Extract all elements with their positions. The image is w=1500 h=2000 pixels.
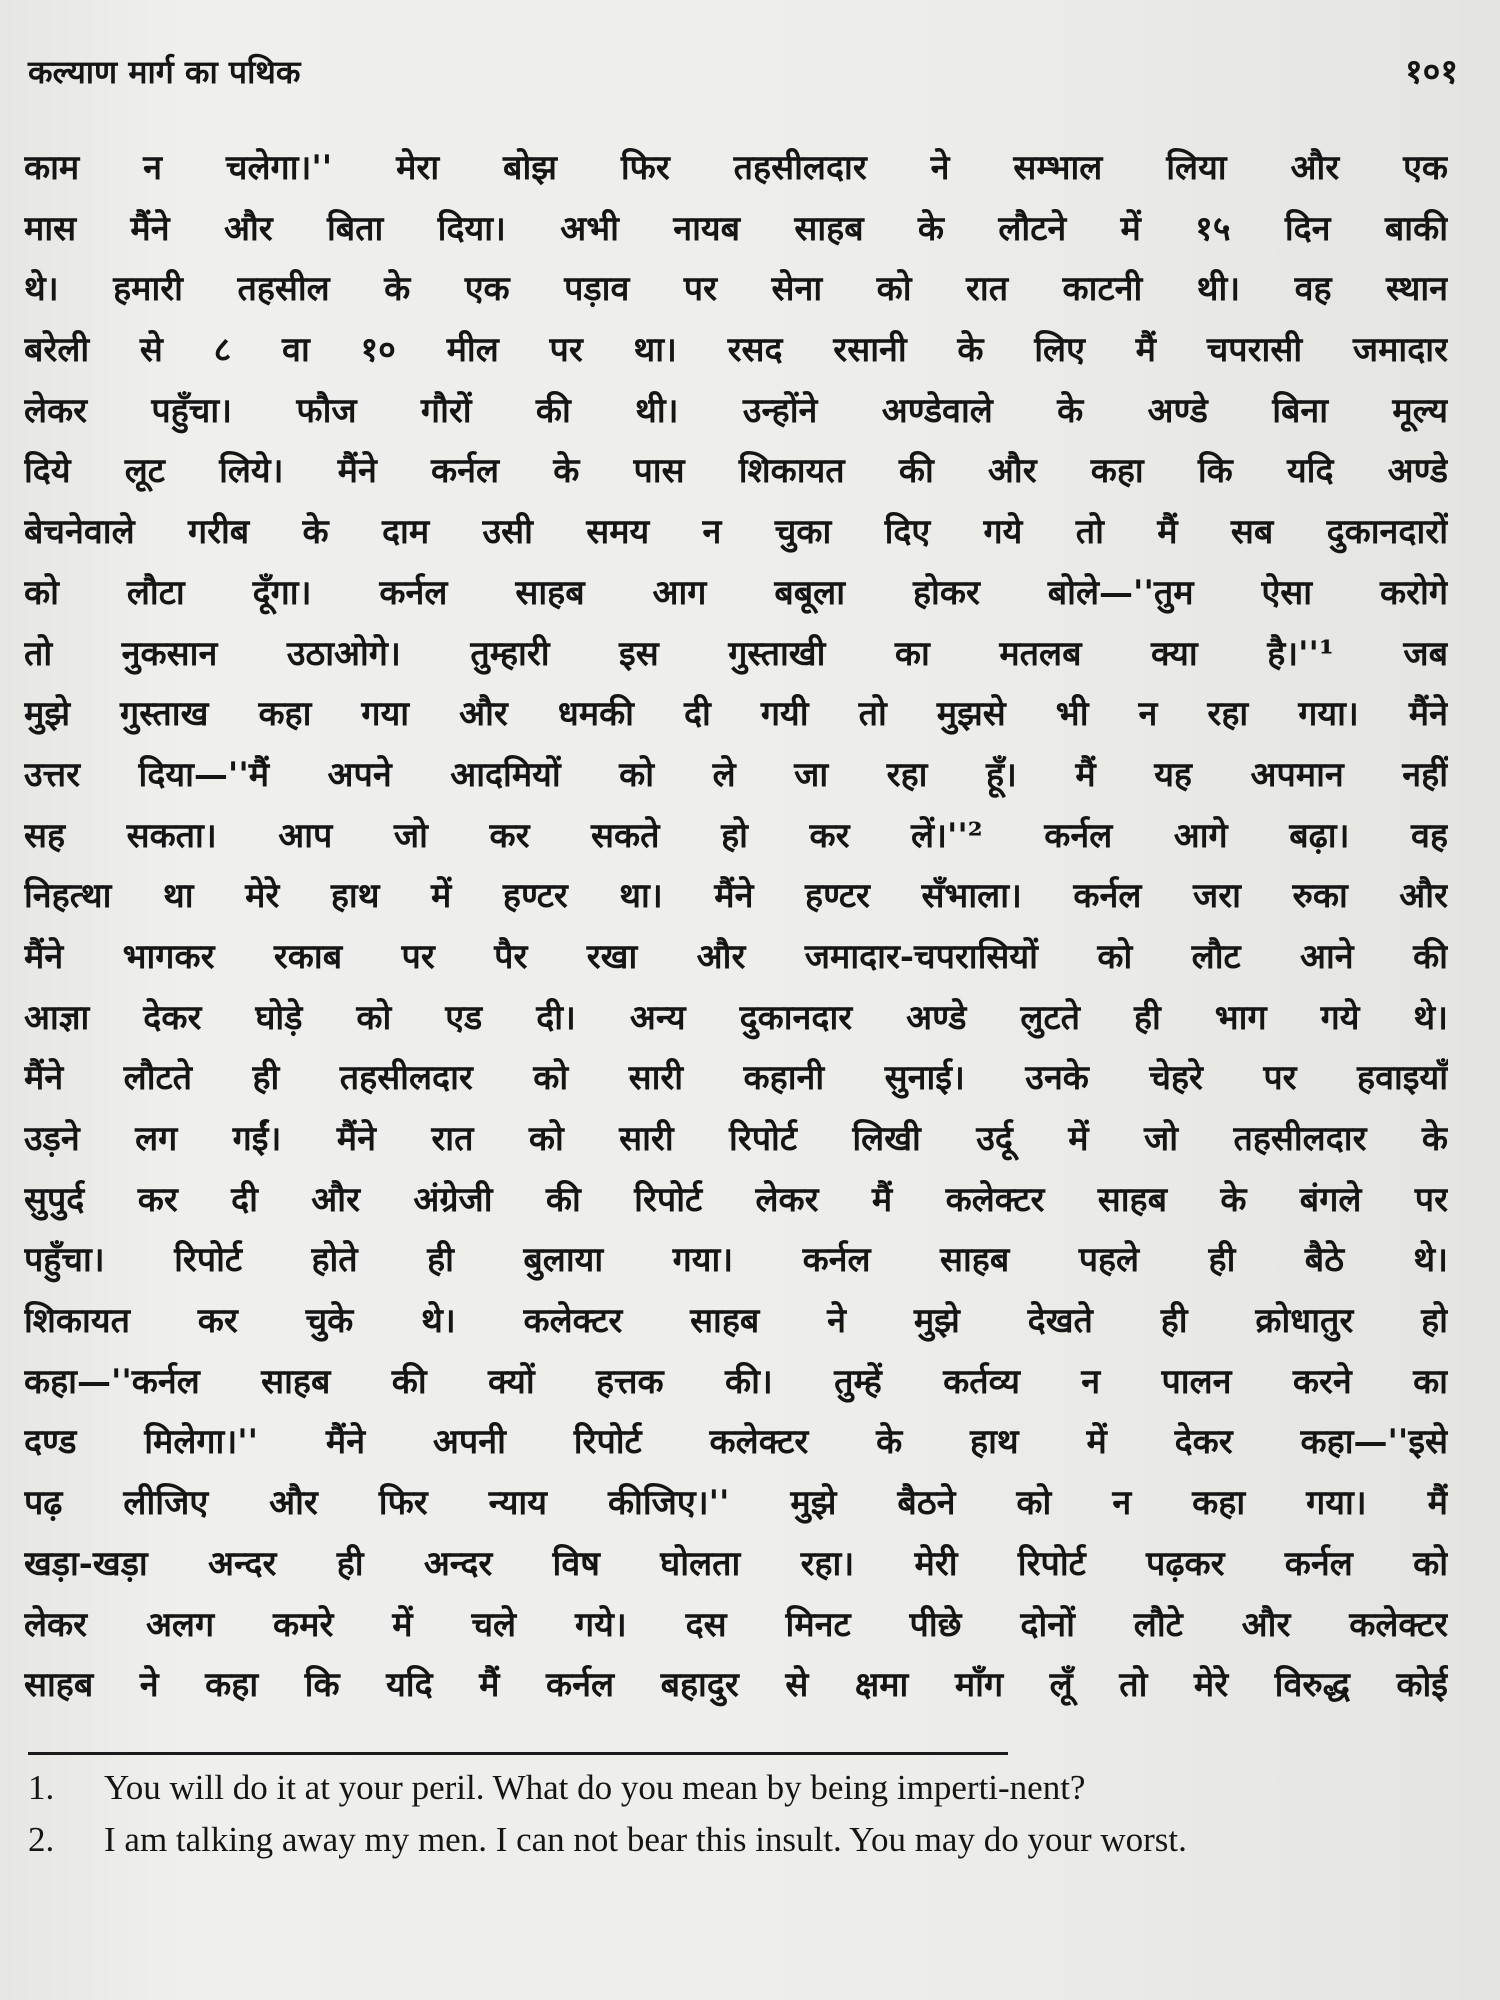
text-line: बरेली से ८ वा १० मील पर था। रसद रसानी के लिए मैं चपरासी जमादार — [24, 330, 1448, 371]
footnotes — [28, 1766, 1448, 1870]
footnote-text: You will do it at your peril. What do you mean by being imperti-nent? — [104, 1768, 1086, 1807]
page-number: १०१ — [1404, 52, 1458, 92]
text-line: आज्ञा देकर घोड़े को एड दी। अन्य दुकानदार अण्डे लुटते ही भाग गये थे। — [24, 997, 1448, 1038]
text-line: खड़ा-खड़ा अन्दर ही अन्दर विष घोलता रहा। मेरी रिपोर्ट पढ़कर कर्नल को — [24, 1543, 1448, 1584]
footnote-1 — [28, 1766, 1448, 1810]
text-line: मास मैंने और बिता दिया। अभी नायब साहब के लौटने में १५ दिन बाकी — [24, 208, 1448, 249]
text-line: उड़ने लग गईं। मैंने रात को सारी रिपोर्ट लिखी उर्दू में जो तहसीलदार के — [24, 1119, 1448, 1159]
text-line: पहुँचा। रिपोर्ट होते ही बुलाया गया। कर्नल साहब पहले ही बैठे थे। — [24, 1240, 1448, 1281]
text-line: सुपुर्द कर दी और अंग्रेजी की रिपोर्ट लेकर मैं कलेक्टर साहब के बंगले पर — [24, 1179, 1448, 1220]
text-line: बेचनेवाले गरीब के दाम उसी समय न चुका दिए गये तो मैं सब दुकानदारों — [24, 512, 1448, 553]
text-line: काम न चलेगा।'' मेरा बोझ फिर तहसीलदार ने सम्भाल लिया और एक — [24, 148, 1448, 188]
text-line: दिये लूट लिये। मैंने कर्नल के पास शिकायत की और कहा कि यदि अण्डे — [24, 451, 1448, 492]
footnote-text: I am talking away my men. I can not bear this insult. You may do your worst. — [104, 1820, 1187, 1859]
footnote-separator — [28, 1752, 1008, 1755]
text-line: सह सकता। आप जो कर सकते हो कर लें।''² कर्नल आगे बढ़ा। वह — [24, 815, 1448, 856]
footnote-2 — [28, 1818, 1448, 1862]
text-line: लेकर पहुँचा। फौज गौरों की थी। उन्होंने अण्डेवाले के अण्डे बिना मूल्य — [24, 390, 1448, 431]
footnote-number: 1. — [28, 1768, 55, 1807]
text-line: निहत्था था मेरे हाथ में हण्टर था। मैंने हण्टर सँभाला। कर्नल जरा रुका और — [24, 876, 1448, 917]
text-line: को लौटा दूँगा। कर्नल साहब आग बबूला होकर बोले—''तुम ऐसा करोगे — [24, 572, 1448, 613]
text-line: पढ़ लीजिए और फिर न्याय कीजिए।'' मुझे बैठने को न कहा गया। मैं — [24, 1483, 1448, 1524]
text-line: साहब ने कहा कि यदि मैं कर्नल बहादुर से क्षमा माँग लूँ तो मेरे विरुद्ध कोई — [24, 1665, 1448, 1706]
text-line: लेकर अलग कमरे में चले गये। दस मिनट पीछे दोनों लौटे और कलेक्टर — [24, 1604, 1448, 1645]
footnote-number: 2. — [28, 1820, 55, 1859]
page-header — [28, 48, 1458, 104]
text-line: थे। हमारी तहसील के एक पड़ाव पर सेना को रात काटनी थी। वह स्थान — [24, 269, 1448, 310]
text-line: उत्तर दिया—''मैं अपने आदमियों को ले जा रहा हूँ। मैं यह अपमान नहीं — [24, 754, 1448, 795]
text-line: शिकायत कर चुके थे। कलेक्टर साहब ने मुझे देखते ही क्रोधातुर हो — [24, 1301, 1448, 1342]
running-title: कल्याण मार्ग का पथिक — [28, 53, 301, 91]
body-text — [24, 138, 1448, 1716]
text-line: मैंने भागकर रकाब पर पैर रखा और जमादार-चपरासियों को लौट आने की — [24, 936, 1448, 977]
text-line: दण्ड मिलेगा।'' मैंने अपनी रिपोर्ट कलेक्टर के हाथ में देकर कहा—''इसे — [24, 1422, 1448, 1463]
text-line: मैंने लौटते ही तहसीलदार को सारी कहानी सुनाई। उनके चेहरे पर हवाइयाँ — [24, 1058, 1448, 1099]
text-line: तो नुकसान उठाओगे। तुम्हारी इस गुस्ताखी का मतलब क्या है।''¹ जब — [24, 633, 1448, 674]
text-line: मुझे गुस्ताख कहा गया और धमकी दी गयी तो मुझसे भी न रहा गया। मैंने — [24, 694, 1448, 735]
text-line: कहा—''कर्नल साहब की क्यों हत्तक की। तुम्हें कर्तव्य न पालन करने का — [24, 1361, 1448, 1402]
